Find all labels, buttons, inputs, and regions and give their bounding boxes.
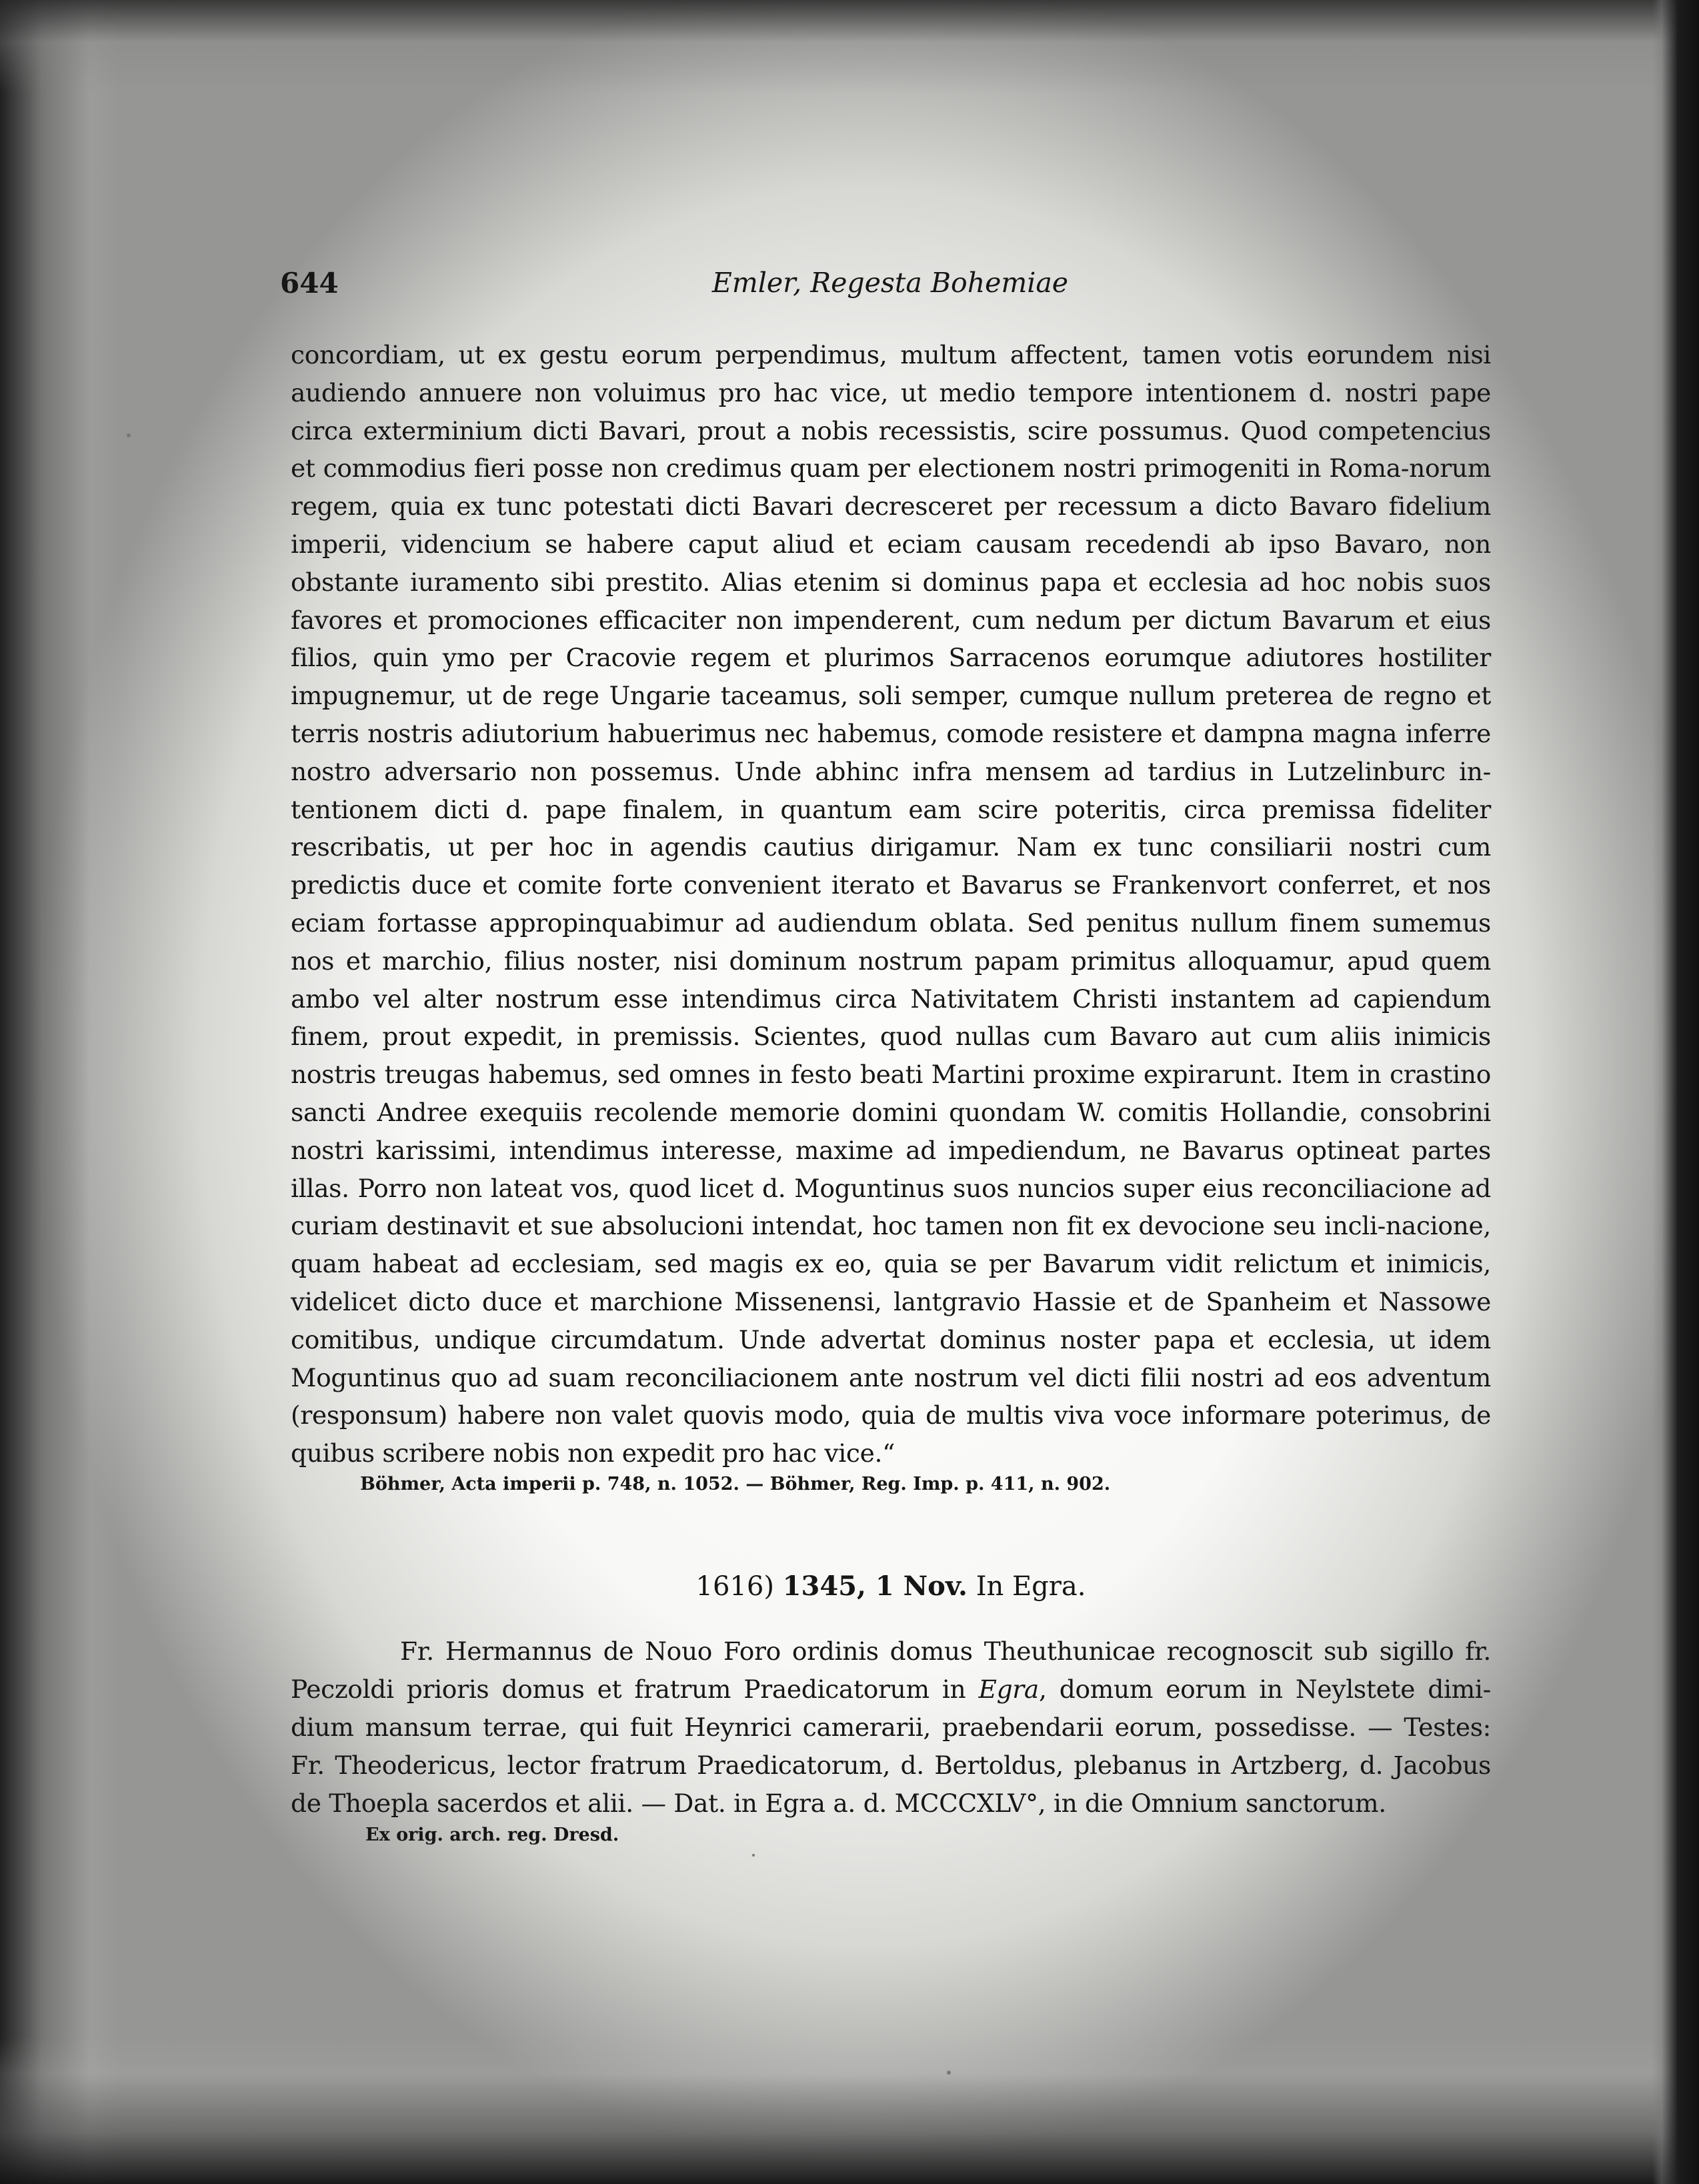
running-head <box>280 267 1500 307</box>
source-citation: Böhmer, Acta imperii p. 748, n. 1052. — Böhmer, Reg. Imp. p. 411, n. 902. <box>360 1474 1111 1494</box>
page-number: 644 <box>280 267 339 299</box>
entry-number: 1616) <box>695 1571 774 1602</box>
body-paragraph: concordiam, ut ex gestu eorum perpendimus, multum affectent, tamen votis eorundem nisi audiendo annuere non voluimus pro hac vice, ut medio tempore intentionem d. nostri pape circa exterminium dicti Bavari, prout a nobis recessistis, scire possumus. Quod competencius et commodius fieri posse non credimus quam per electionem nostri primogeniti in Roma-norum regem, quia ex tunc potestati dicti Bavari decresceret per recessum a dicto Bavaro fidelium imperii, videncium se habere caput aliud et eciam causam recedendi ab ipso Bavaro, non obstante iuramento sibi prestito. Alias etenim si dominus papa et ecclesia ad hoc nobis suos favores et promociones efficaciter non impenderent, cum nedum per dictum Bavarum et eius filios, quin ymo per Cracovie regem et plurimos Sarracenos eorumque adiutores hostiliter impugnemur, ut de rege Ungarie taceamus, soli semper, cumque nullum preterea de regno et terris nostris adiutorium habuerimus nec habemus, comode resistere et dampna magna inferre nostro adversario non possemus. Unde abhinc infra mensem ad tardius in Lutzelinburc in-tentionem dicti d. pape finalem, in quantum eam scire poteritis, circa premissa fideliter rescribatis, ut per hoc in agendis cautius dirigamur. Nam ex tunc consiliarii nostri cum predictis duce et comite forte convenient iterato et Bavarus se Frankenvort conferret, et nos eciam fortasse appropinquabimur ad audiendum oblata. Sed penitus nullum finem sumemus nos et marchio, filius noster, nisi dominum nostrum papam primitus alloquamur, apud quem ambo vel alter nostrum esse intendimus circa Nativitatem Christi instantem ad capiendum finem, prout expedit, in premissis. Scientes, quod nullas cum Bavaro aut cum aliis inimicis nostris treugas habemus, sed omnes in festo beati Martini proxime expirarunt. Item in crastino sancti Andree exequiis recolende memorie domini quondam W. comitis Hollandie, consobrini nostri karissimi, intendimus interesse, maxime ad impediendum, ne Bavarus optineat partes illas. Porro non lateat vos, quod licet d. Moguntinus suos nuncios super eius reconciliacione ad curiam destinavit et sue absolucioni intendat, hoc tamen non fit ex devocione seu incli-nacione, quam habeat ad ecclesiam, sed magis ex eo, quia se per Bavarum vidit relictum et inimicis, videlicet dicto duce et marchione Missenensi, lantgravio Hassie et de Spanheim et Nassowe comitibus, undique circumdatum. Unde advertat dominus noster papa et ecclesia, ut idem Moguntinus quo ad suam reconciliacionem ante nostrum vel dicti filii nostri ad eos adventum (responsum) habere non valet quovis modo, quia de multis viva voce informare poterimus, de quibus scribere nobis non expedit pro hac vice.“ <box>291 340 1491 1468</box>
entry-paragraph <box>291 1632 1491 1823</box>
entry-heading <box>291 1570 1491 1602</box>
entry-text-part: Fr. Hermannus de Nouo Foro ordinis domus Theuthunicae recognoscit sub sigillo fr. Peczoldi prioris domus et fratrum Praedicatorum in <box>291 1636 1491 1704</box>
entry-place-name: Egra <box>978 1675 1039 1704</box>
entry-source: Ex orig. arch. reg. Dresd. <box>365 1825 619 1845</box>
entry-place: In Egra. <box>976 1571 1086 1602</box>
entry-text-part: , domum eorum in Neylstete dimi-dium mansum terrae, qui fuit Heynrici camerarii, praebendarii eorum, possedisse. — Testes: Fr. Theodericus, lector fratrum Praedicatorum, d. Bertoldus, plebanus in Artzberg, d. Jacobus de Thoepla sacerdos et alii. — Dat. in Egra a. d. MCCCXLV°, in die Omnium sanctorum. <box>291 1675 1491 1818</box>
entry-date: 1345, 1 Nov. <box>782 1570 968 1602</box>
running-title: Emler, Regesta Bohemiae <box>711 267 1069 299</box>
